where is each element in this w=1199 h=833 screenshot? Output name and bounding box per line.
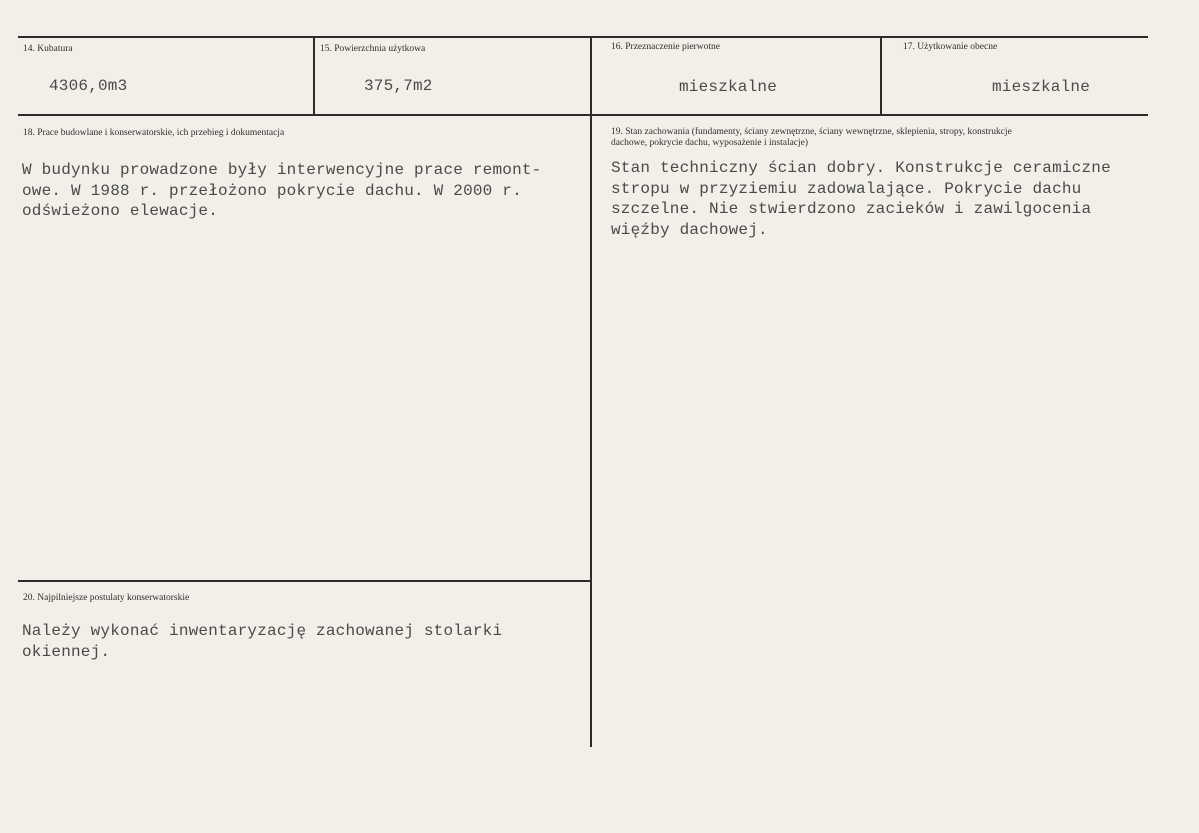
stan-line: więźby dachowej. <box>611 220 768 239</box>
powierzchnia-value: 375,7m2 <box>364 77 433 95</box>
stan-line: szczelne. Nie stwierdzono zacieków i zawilgocenia <box>611 200 1092 218</box>
stan-label-line: dachowe, pokrycie dachu, wyposażenie i instalacje) <box>611 138 809 148</box>
stan-line: Stan techniczny ścian dobry. Konstrukcje ceramiczne <box>611 159 1111 177</box>
column-divider-16-17 <box>880 37 882 115</box>
column-divider-main <box>590 37 592 747</box>
stan-text <box>611 158 1111 240</box>
top-rule <box>18 36 1148 38</box>
postulaty-line: Należy wykonać inwentaryzację zachowanej stolarki <box>22 622 503 640</box>
prace-text <box>22 160 541 222</box>
postulaty-text <box>22 621 502 662</box>
stan-line: stropu w przyziemiu zadowalające. Pokrycie dachu <box>611 179 1082 198</box>
postulaty-label: 20. Najpilniejsze postulaty konserwatorskie <box>23 593 190 603</box>
column-divider-14-15 <box>313 37 315 115</box>
left-section-divider <box>18 580 592 582</box>
kubatura-label: 14. Kubatura <box>23 44 73 54</box>
prace-line: W budynku prowadzone były interwencyjne prace remont- <box>22 161 542 179</box>
uzytkowanie-value: mieszkalne <box>992 78 1091 96</box>
przeznaczenie-label: 16. Przeznaczenie pierwotne <box>611 42 720 52</box>
prace-line: odświeżono elewacje. <box>22 202 219 220</box>
postulaty-line: okiennej. <box>22 642 111 661</box>
przeznaczenie-value: mieszkalne <box>679 78 778 96</box>
row-divider <box>18 114 1148 116</box>
prace-label: 18. Prace budowlane i konserwatorskie, ich przebieg i dokumentacja <box>23 128 285 138</box>
uzytkowanie-label: 17. Użytkowanie obecne <box>903 42 998 52</box>
stan-label <box>611 127 1012 149</box>
stan-label-line: 19. Stan zachowania (fundamenty, ściany zewnętrzne, ściany wewnętrzne, sklepienia, stropy, konstrukcje <box>611 127 1012 137</box>
prace-line: owe. W 1988 r. przełożono pokrycie dachu. W 2000 r. <box>22 181 522 200</box>
kubatura-value: 4306,0m3 <box>49 77 128 95</box>
powierzchnia-label: 15. Powierzchnia użytkowa <box>320 44 426 54</box>
